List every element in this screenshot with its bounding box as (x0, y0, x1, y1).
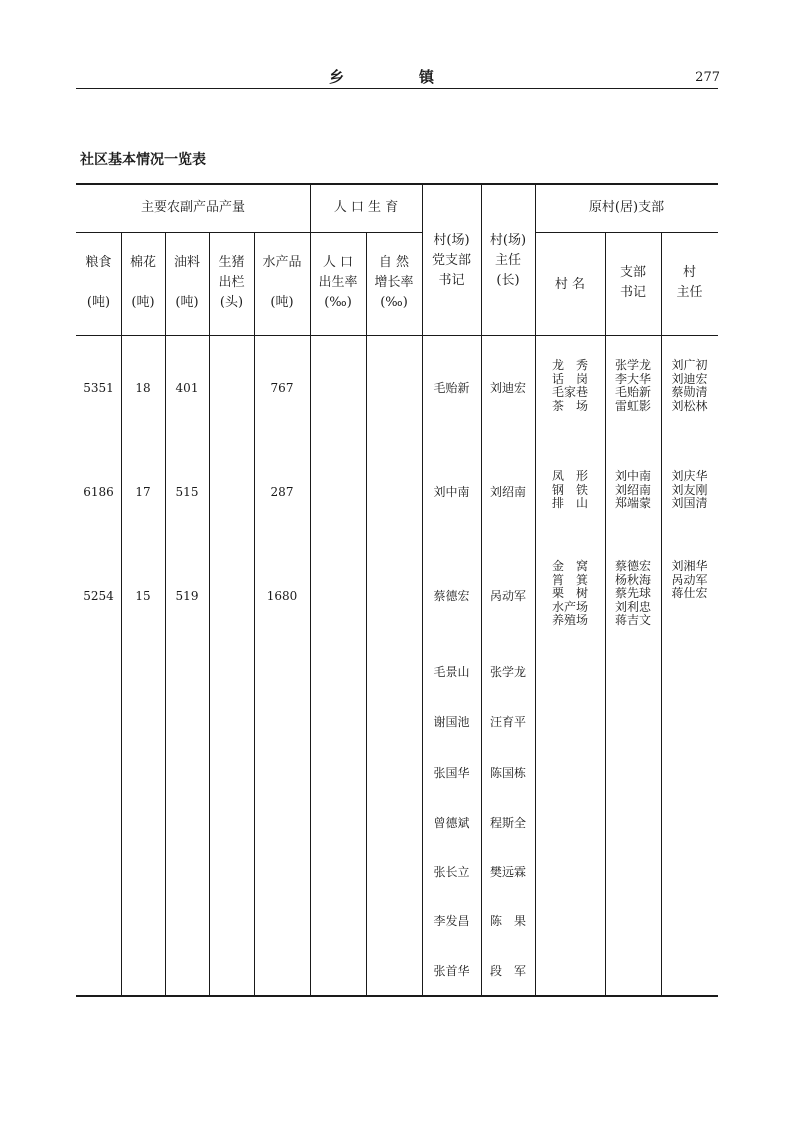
village-secretary-list: 刘中南 刘绍南 郑端蒙 (614, 469, 651, 510)
header-cotton: 棉花 (吨) (129, 255, 156, 310)
header-village-director: 村 主任 (676, 265, 703, 300)
director: 程斯全 (489, 816, 526, 830)
director: 刘迪宏 (489, 381, 526, 395)
grain-value: 5351 (83, 381, 114, 395)
header-rule (76, 88, 718, 89)
party-secretary: 刘中南 (433, 485, 470, 499)
party-secretary: 张国华 (433, 766, 470, 780)
header-oil: 油料 (吨) (173, 255, 200, 310)
col-divider (366, 232, 367, 995)
cotton-value: 17 (135, 485, 151, 499)
party-secretary: 毛贻新 (433, 381, 470, 395)
header-village-secretary: 支部 书记 (619, 265, 646, 300)
table-title: 社区基本情况一览表 (80, 152, 206, 168)
header-party-secretary: 村(场) 党支部 书记 (431, 233, 471, 288)
col-divider (661, 232, 662, 995)
director: 段 军 (489, 964, 526, 978)
village-name-list: 凤 形 钢 铁 排 山 (551, 469, 588, 510)
aquatic-value: 1680 (266, 589, 298, 603)
village-director-list: 刘庆华 刘友刚 刘国清 (671, 469, 708, 510)
oil-value: 519 (175, 589, 199, 603)
party-secretary: 张长立 (433, 865, 470, 879)
table-top-rule (76, 183, 718, 185)
grain-value: 5254 (83, 589, 114, 603)
village-secretary-list: 张学龙 李大华 毛贻新 雷虹影 (614, 358, 651, 413)
director: 樊远霖 (489, 865, 526, 879)
director: 刘绍南 (489, 485, 526, 499)
party-secretary: 谢国池 (433, 715, 470, 729)
header-agri-production: 主要农副产品产量 (140, 200, 245, 215)
header-growth-rate: 自 然 增长率 (‰) (374, 255, 414, 310)
cotton-value: 18 (135, 381, 151, 395)
header-director: 村(场) 主任 (长) (489, 233, 527, 288)
director: 陈 果 (489, 914, 526, 928)
oil-value: 401 (175, 381, 199, 395)
party-secretary: 李发昌 (433, 914, 470, 928)
cotton-value: 15 (135, 589, 151, 603)
village-director-list: 刘广初 刘迪宏 蔡勋清 刘松林 (671, 358, 708, 413)
page-number: 277 (695, 70, 720, 85)
director: 汪育平 (489, 715, 526, 729)
col-divider (254, 232, 255, 995)
header-population: 人 口 生 育 (333, 200, 399, 215)
table-bottom-rule (76, 995, 718, 997)
header-original-branch: 原村(居)支部 (588, 200, 665, 215)
col-divider (209, 232, 210, 995)
grain-value: 6186 (83, 485, 114, 499)
aquatic-value: 287 (270, 485, 294, 499)
village-name-list: 龙 秀 话 岗 毛家巷 茶 场 (551, 358, 588, 413)
col-divider (121, 232, 122, 995)
header-bottom-rule (76, 335, 718, 336)
col-divider (165, 232, 166, 995)
running-header-title: 乡 镇 (328, 68, 464, 86)
village-secretary-list: 蔡德宏 杨秋海 蔡先球 刘利忠 蒋吉文 (614, 559, 651, 627)
director: 呙动军 (489, 589, 526, 603)
village-director-list: 刘湘华 呙动军 蒋仕宏 (671, 559, 708, 600)
header-grain: 粮食 (吨) (85, 255, 112, 310)
director: 张学龙 (489, 665, 526, 679)
aquatic-value: 767 (270, 381, 294, 395)
party-secretary: 曾德斌 (433, 816, 470, 830)
party-secretary: 张首华 (433, 964, 470, 978)
group-header-rule-right (535, 232, 718, 233)
village-name-list: 金 窝 筲 箕 栗 树 水产场 养殖场 (551, 559, 588, 627)
director: 陈国栋 (489, 766, 526, 780)
party-secretary: 蔡德宏 (433, 589, 470, 603)
party-secretary: 毛景山 (433, 665, 470, 679)
oil-value: 515 (175, 485, 199, 499)
header-village-name: 村 名 (554, 277, 586, 292)
header-birth-rate: 人 口 出生率 (‰) (318, 255, 358, 310)
header-aquatic: 水产品 (吨) (262, 255, 302, 310)
header-pigs: 生猪 出栏 (头) (218, 255, 245, 310)
group-header-rule (76, 232, 422, 233)
